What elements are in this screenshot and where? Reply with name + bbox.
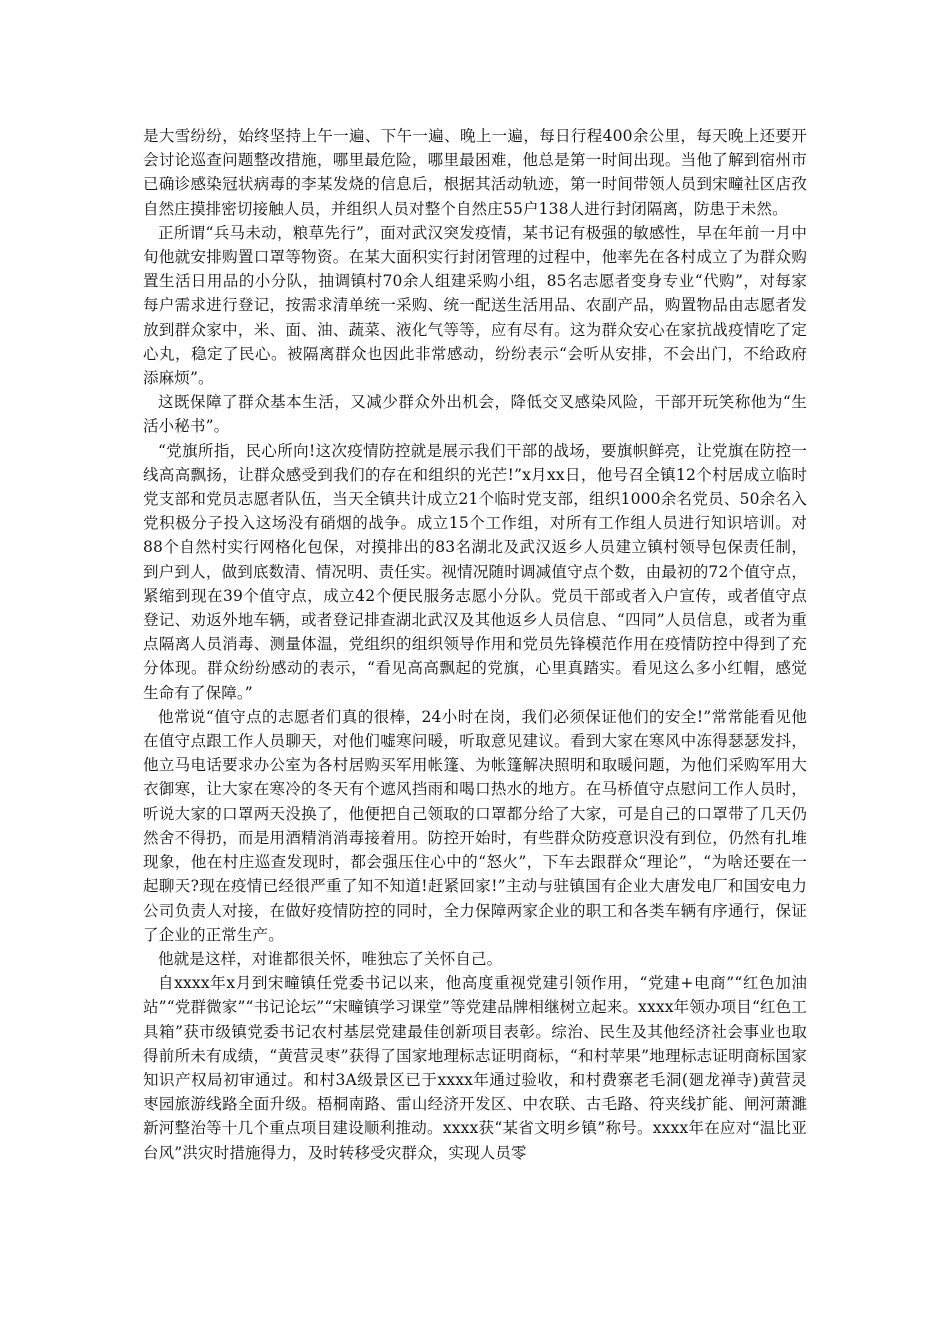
paragraph-4: “党旗所指，民心所向!这次疫情防控就是展示我们干部的战场，要旗帜鲜亮，让党旗在防控一线高高飘扬，让群众感受到我们的存在和组织的光芒!”x月xx日，他号召全镇12个村居成立临时党支部和党员志愿者队伍，当天全镇共计成立21个临时党支部，组织1000余名党员、50余名入党积极分子投入这场没有硝烟的战争。成立15个工作组，对所有工作组人员进行知识培训。对88个自然村实行网格化包保，对摸排出的83名湖北及武汉返乡人员建立镇村领导包保责任制，到户到人，做到底数清、情况明、责任实。视情况随时调减值守点个数，由最初的72个值守点，紧缩到现在39个值守点，成立42个便民服务志愿小分队。党员干部或者入户宣传，或者值守点登记、劝返外地车辆，或者登记排查湖北武汉及其他返乡人员信息、“四同”人员信息，或者为重点隔离人员消毒、测量体温，党组织的组织领导作用和党员先锋模范作用在疫情防控中得到了充分体现。群众纷纷感动的表示，“看见高高飘起的党旗，心里真踏实。看见这么多小红帽，感觉生命有了保障。” [143, 441, 807, 702]
paragraph-1: 是大雪纷纷，始终坚持上午一遍、下午一遍、晚上一遍，每日行程400余公里，每天晚上还要开会讨论巡查问题整改措施，哪里最危险，哪里最困难，他总是第一时间出现。当他了解到宿州市已确诊感染冠状病毒的李某发烧的信息后，根据其活动轨迹，第一时间带领人员到宋疃社区店孜自然庄摸排密切接触人员，并组织人员对整个自然庄55户138人进行封闭隔离，防患于未然。 [143, 127, 807, 218]
paragraph-5: 他常说“值守点的志愿者们真的很棒，24小时在岗，我们必须保证他们的安全!”常常能看见他在值守点跟工作人员聊天，对他们嘘寒问暖，听取意见建议。看到大家在寒风中冻得瑟瑟发抖，他立马电话要求办公室为各村居购买军用帐篷、为帐篷解决照明和取暖问题，为他们采购军用大衣御寒，让大家在寒冷的冬天有个遮风挡雨和喝口热水的地方。在马桥值守点慰问工作人员时，听说大家的口罩两天没换了，他便把自己领取的口罩都分给了大家，可是自己的口罩带了几天仍然舍不得扔，而是用酒精消消毒接着用。防控开始时，有些群众防疫意识没有到位，仍然有扎堆现象，他在村庄巡查发现时，都会强压住心中的“怒火”，下车去跟群众“理论”，“为啥还要在一起聊天?现在疫情已经很严重了知不知道!赶紧回家!”主动与驻镇国有企业大唐发电厂和国安电力公司负责人对接，在做好疫情防控的同时，全力保障两家企业的职工和各类车辆有序通行，保证了企业的正常生产。 [143, 707, 807, 944]
paragraph-2: 正所谓“兵马未动，粮草先行”，面对武汉突发疫情，某书记有极强的敏感性，早在年前一月中旬他就安排购置口罩等物资。在某大面积实行封闭管理的过程中，他率先在各村成立了为群众购置生活日用品的小分队，抽调镇村70余人组建采购小组，85名志愿者变身专业“代购”，对每家每户需求进行登记，按需求清单统一采购、统一配送生活用品、农副产品，购置物品由志愿者发放到群众家中，米、面、油、蔬菜、液化气等等，应有尽有。这为群众安心在家抗战疫情吃了定心丸，稳定了民心。被隔离群众也因此非常感动，纷纷表示“会听从安排，不会出门，不给政府添麻烦”。 [143, 223, 807, 388]
document-page [143, 124, 807, 1165]
paragraph-6: 他就是这样，对谁都很关怀，唯独忘了关怀自己。 [158, 949, 503, 968]
paragraph-3: 这既保障了群众基本生活，又减少群众外出机会，降低交叉感染风险，干部开玩笑称他为“生活小秘书”。 [143, 393, 807, 436]
paragraph-7: 自xxxx年x月到宋疃镇任党委书记以来，他高度重视党建引领作用，“党建+电商”“红色加油站”“党群微家”“书记论坛”“宋疃镇学习课堂”等党建品牌相继树立起来。xxxx年领办项目“红色工具箱”获市级镇党委书记农村基层党建最佳创新项目表彰。综治、民生及其他经济社会事业也取得前所未有成绩，“黄营灵枣”获得了国家地理标志证明商标，“和村苹果”地理标志证明商标国家知识产权局初审通过。和村3A级景区已于xxxx年通过验收，和村费寨老毛洞(廻龙禅寺)黄营灵枣园旅游线路全面升级。梧桐南路、雷山经济开发区、中农联、古毛路、符夹线扩能、闸河萧濉新河整治等十几个重点项目建设顺利推动。xxxx获“某省文明乡镇”称号。xxxx年在应对“温比亚台风”洪灾时措施得力，及时转移受灾群众，实现人员零 [143, 974, 807, 1162]
